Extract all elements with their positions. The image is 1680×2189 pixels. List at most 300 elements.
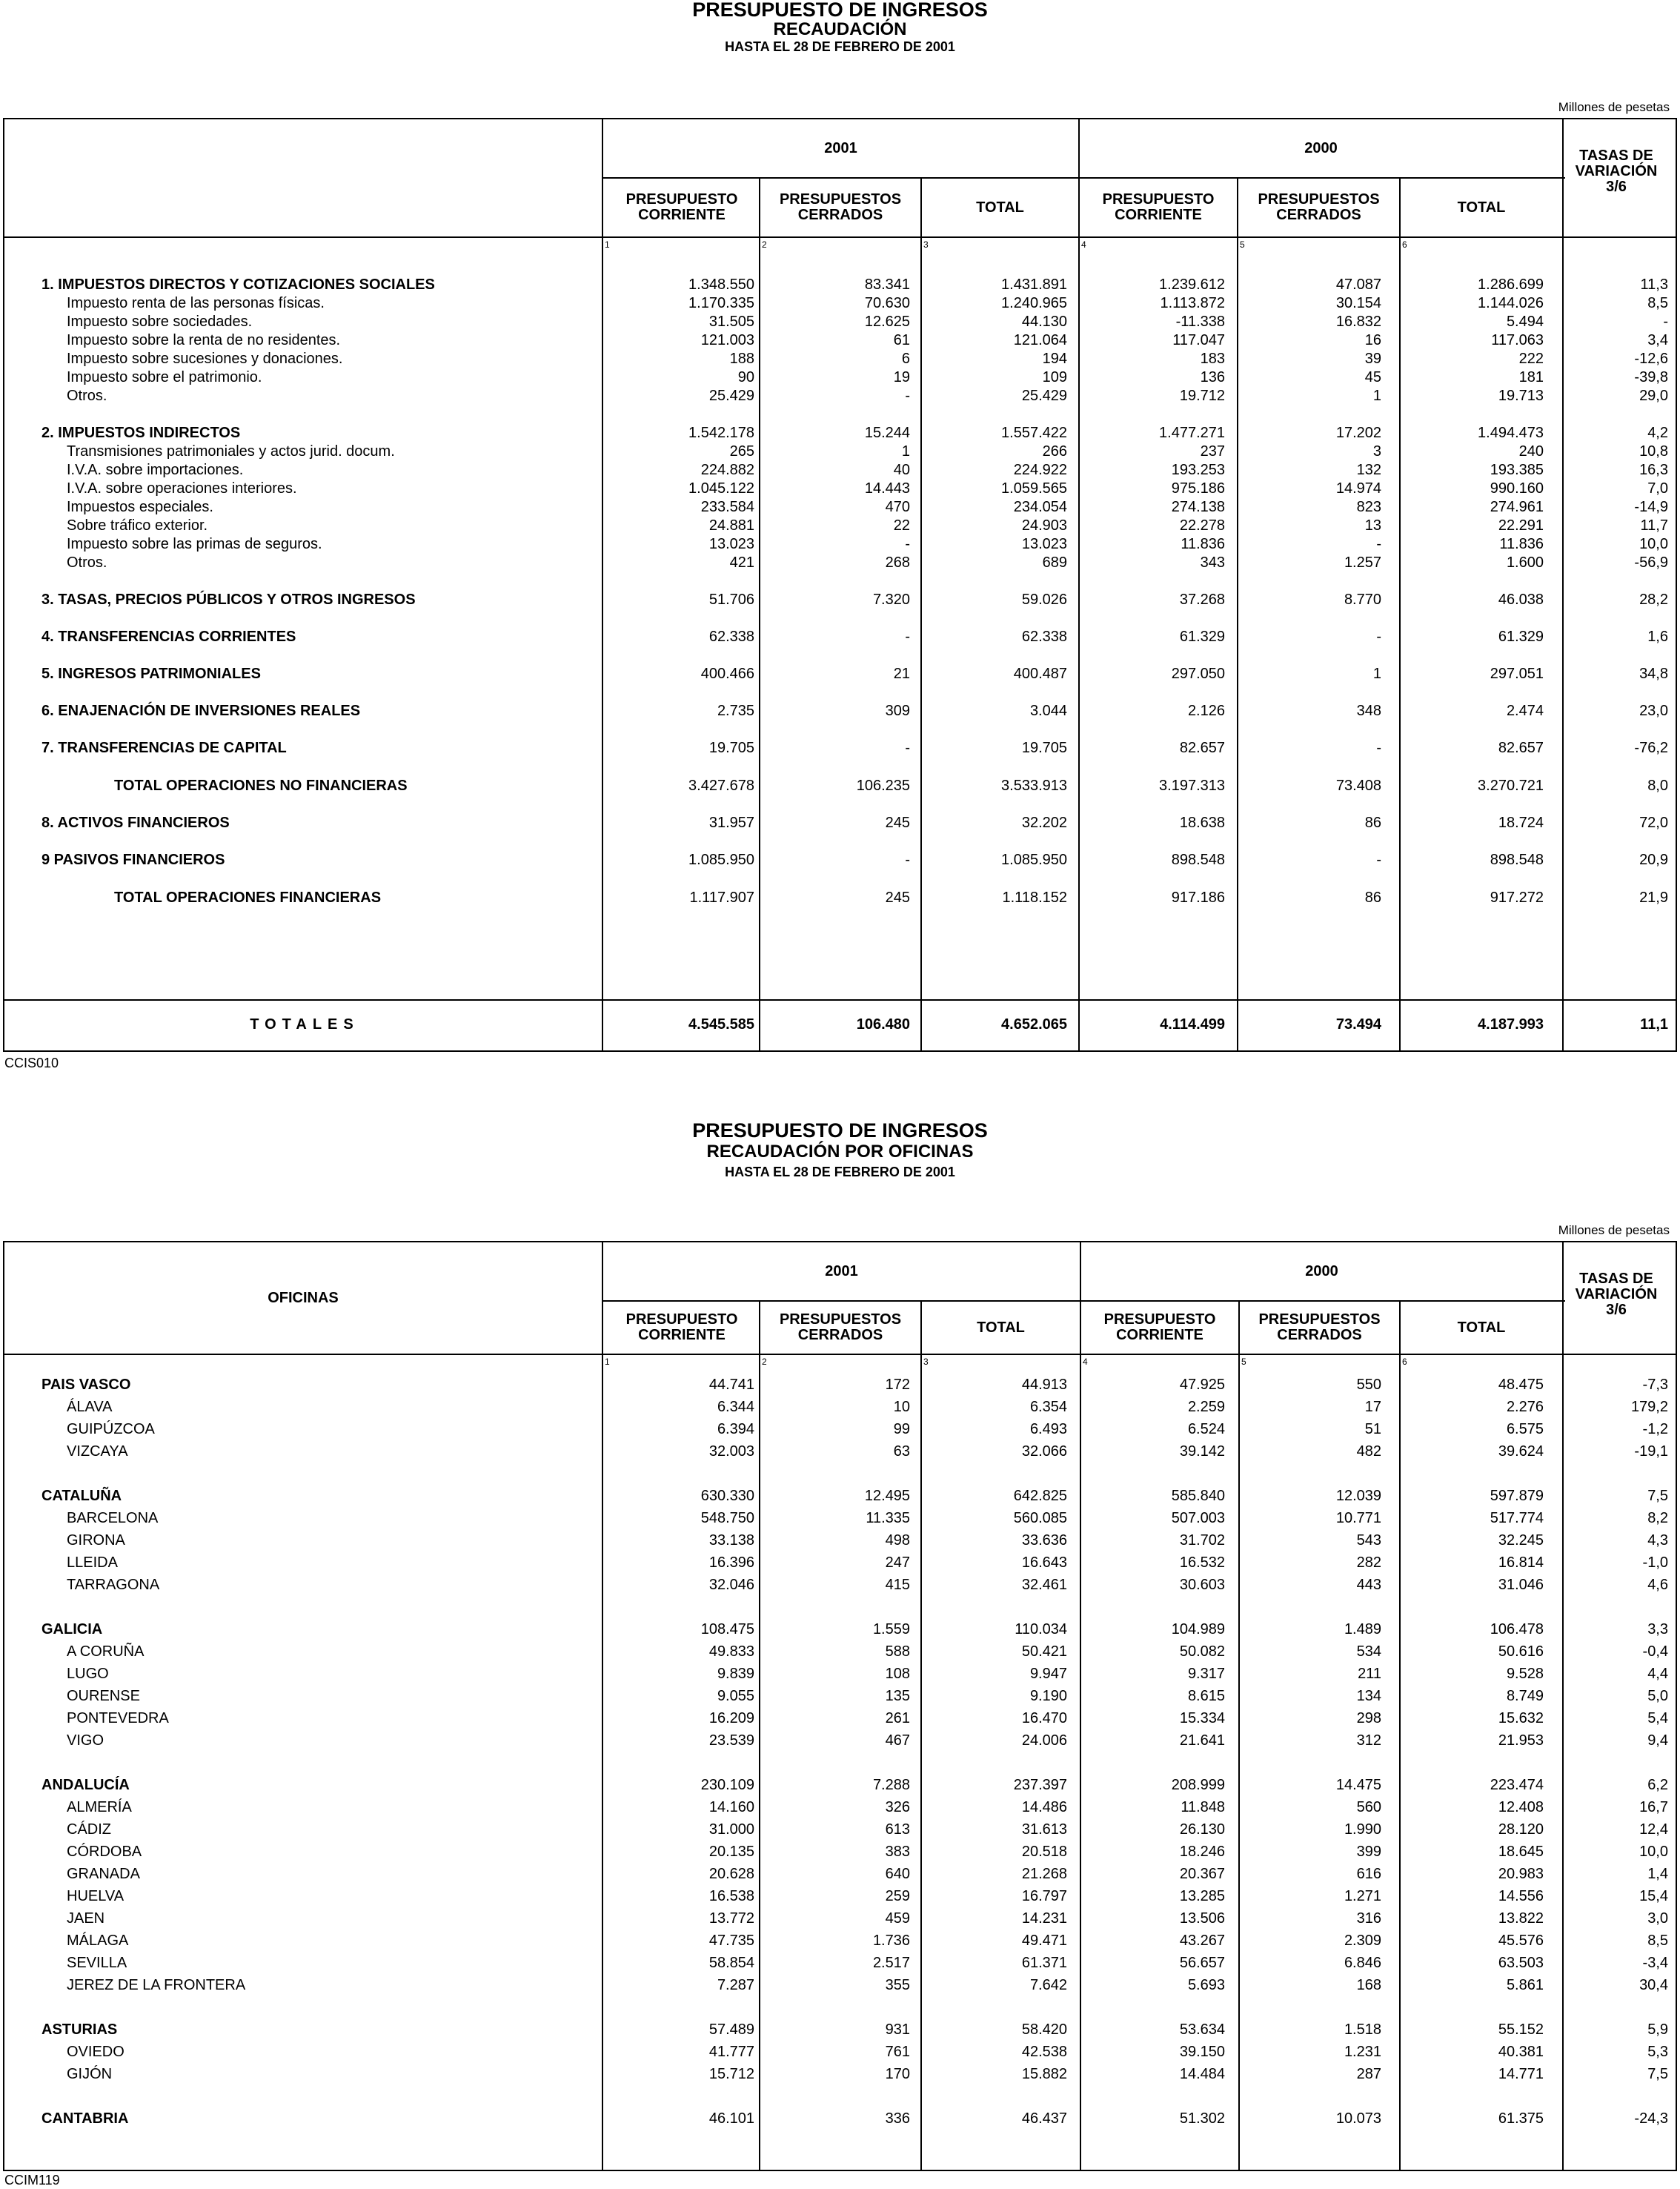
row-label: ANDALUCÍA bbox=[41, 1777, 130, 1793]
row-label: Transmisiones patrimoniales y actos jurid. docum. bbox=[67, 443, 395, 460]
cell-value: 1.085.950 bbox=[1001, 852, 1067, 868]
column-number: 6 bbox=[1402, 1357, 1407, 1367]
cell-value: 1.489 bbox=[1344, 1621, 1381, 1637]
table-row bbox=[4, 777, 1679, 795]
cell-value: 9.839 bbox=[717, 1666, 754, 1682]
column-number: 1 bbox=[605, 1357, 610, 1367]
cell-value: 348 bbox=[1356, 703, 1381, 719]
cell-value: 11,3 bbox=[1640, 276, 1668, 293]
cell-value: 11.335 bbox=[866, 1510, 910, 1526]
header-oficinas: OFICINAS bbox=[268, 1289, 339, 1306]
cell-value: 170 bbox=[885, 2066, 910, 2082]
table-row bbox=[4, 665, 1679, 683]
row-label: CÁDIZ bbox=[67, 1821, 111, 1838]
header-total: TOTAL bbox=[976, 199, 1024, 216]
cell-value: 4,2 bbox=[1647, 425, 1668, 441]
row-label: 4. TRANSFERENCIAS CORRIENTES bbox=[41, 629, 296, 645]
row-label: 2. IMPUESTOS INDIRECTOS bbox=[41, 425, 241, 441]
row-label: I.V.A. sobre operaciones interiores. bbox=[67, 480, 297, 497]
cell-value: 14.974 bbox=[1335, 480, 1381, 497]
cell-value: 689 bbox=[1042, 554, 1067, 571]
cell-value: 211 bbox=[1358, 1666, 1381, 1682]
cell-value: 48.475 bbox=[1498, 1377, 1544, 1393]
cell-value: 106.478 bbox=[1490, 1621, 1544, 1637]
cell-value: 16,3 bbox=[1639, 462, 1668, 478]
cell-value: 15.334 bbox=[1179, 1710, 1225, 1726]
cell-value: 20.628 bbox=[708, 1866, 754, 1882]
cell-value: 6.524 bbox=[1187, 1421, 1225, 1437]
cell-value: 53.634 bbox=[1179, 2021, 1225, 2038]
cell-value: 11,7 bbox=[1640, 517, 1668, 534]
cell-value: 10,0 bbox=[1639, 536, 1668, 552]
cell-value: 58.854 bbox=[708, 1955, 754, 1971]
cell-value: 31.613 bbox=[1021, 1821, 1067, 1838]
row-label: Otros. bbox=[67, 388, 107, 404]
cell-value: 16 bbox=[1364, 332, 1381, 348]
cell-value: 1 bbox=[1372, 388, 1381, 404]
cell-value: 63 bbox=[893, 1443, 910, 1460]
cell-value: 7.642 bbox=[1029, 1977, 1067, 1993]
cell-value: 117.063 bbox=[1491, 332, 1544, 348]
cell-value: 1.559 bbox=[872, 1621, 910, 1637]
cell-value: 640 bbox=[885, 1866, 910, 1882]
column-number: 2 bbox=[762, 239, 767, 250]
cell-value: 2.126 bbox=[1187, 703, 1225, 719]
cell-value: 21.641 bbox=[1179, 1732, 1225, 1749]
cell-value: 15.632 bbox=[1498, 1710, 1544, 1726]
cell-value: 274.961 bbox=[1490, 499, 1544, 515]
cell-value: 14.556 bbox=[1498, 1888, 1544, 1904]
table-row bbox=[4, 1531, 1679, 1549]
cell-value: -7,3 bbox=[1642, 1377, 1668, 1393]
cell-value: 421 bbox=[729, 554, 754, 571]
cell-value: 898.548 bbox=[1490, 852, 1544, 868]
cell-value: 82.657 bbox=[1498, 740, 1544, 756]
row-label: HUELVA bbox=[67, 1888, 124, 1904]
table1 bbox=[3, 118, 1677, 1052]
table-row bbox=[4, 443, 1679, 460]
header-presupuestos-cerrados: PRESUPUESTOS CERRADOS bbox=[779, 1311, 902, 1343]
cell-value: 188 bbox=[729, 351, 754, 367]
table-row bbox=[4, 294, 1679, 312]
cell-value: 19 bbox=[893, 369, 910, 385]
cell-value: 459 bbox=[885, 1910, 910, 1927]
table1-period: HASTA EL 28 DE FEBRERO DE 2001 bbox=[725, 39, 955, 54]
cell-value: 56.657 bbox=[1179, 1955, 1225, 1971]
cell-value: 18.638 bbox=[1179, 815, 1225, 831]
cell-value: 99 bbox=[893, 1421, 910, 1437]
cell-value: 32.202 bbox=[1021, 815, 1067, 831]
cell-value: 16.797 bbox=[1021, 1888, 1067, 1904]
cell-value: -1,2 bbox=[1642, 1421, 1668, 1437]
cell-value: 25.429 bbox=[1021, 388, 1067, 404]
cell-value: 1.557.422 bbox=[1001, 425, 1067, 441]
cell-value: 31.957 bbox=[708, 815, 754, 831]
cell-value: 45 bbox=[1364, 369, 1381, 385]
cell-value: 2.259 bbox=[1187, 1399, 1225, 1415]
row-label: 7. TRANSFERENCIAS DE CAPITAL bbox=[41, 740, 287, 756]
row-label: 3. TASAS, PRECIOS PÚBLICOS Y OTROS INGRESOS bbox=[41, 592, 416, 608]
table-row bbox=[4, 2021, 1679, 2039]
cell-value: 13 bbox=[1364, 517, 1381, 534]
cell-value: 1.059.565 bbox=[1001, 480, 1067, 497]
cell-value: 467 bbox=[885, 1732, 910, 1749]
cell-value: 443 bbox=[1356, 1577, 1381, 1593]
cell-value: 3,3 bbox=[1647, 1621, 1668, 1637]
cell-value: 51.302 bbox=[1179, 2110, 1225, 2127]
table-row bbox=[4, 1887, 1679, 1905]
cell-value: 16.396 bbox=[708, 1554, 754, 1571]
cell-value: 14.231 bbox=[1021, 1910, 1067, 1927]
cell-value: 43.267 bbox=[1179, 1933, 1225, 1949]
cell-value: 30.603 bbox=[1179, 1577, 1225, 1593]
cell-value: 917.272 bbox=[1490, 890, 1544, 906]
cell-value: 9.947 bbox=[1029, 1666, 1067, 1682]
cell-value: 550 bbox=[1356, 1377, 1381, 1393]
table-row bbox=[4, 1398, 1679, 1416]
cell-value: 15.712 bbox=[708, 2066, 754, 2082]
cell-value: 12.495 bbox=[864, 1488, 910, 1504]
totals-rule bbox=[4, 999, 1676, 1001]
cell-value: 31.046 bbox=[1498, 1577, 1544, 1593]
cell-value: - bbox=[905, 388, 910, 404]
cell-value: 498 bbox=[885, 1532, 910, 1549]
cell-value: 3.270.721 bbox=[1478, 778, 1544, 794]
table-row bbox=[4, 1487, 1679, 1505]
cell-value: 823 bbox=[1356, 499, 1381, 515]
cell-value: 548.750 bbox=[700, 1510, 754, 1526]
cell-value: 15.244 bbox=[864, 425, 910, 441]
row-label: CATALUÑA bbox=[41, 1488, 122, 1504]
cell-value: -11.338 bbox=[1175, 314, 1225, 330]
row-label: 6. ENAJENACIÓN DE INVERSIONES REALES bbox=[41, 703, 361, 719]
row-label: ÁLAVA bbox=[67, 1399, 113, 1415]
cell-value: 1.600 bbox=[1506, 554, 1544, 571]
cell-value: 3.427.678 bbox=[688, 778, 754, 794]
cell-value: 117.047 bbox=[1172, 332, 1225, 348]
cell-value: 11.836 bbox=[1499, 536, 1544, 552]
cell-value: 106.235 bbox=[856, 778, 910, 794]
cell-value: 45.576 bbox=[1498, 1933, 1544, 1949]
cell-value: 282 bbox=[1356, 1554, 1381, 1571]
table-row bbox=[4, 1976, 1679, 1994]
cell-value: 33.636 bbox=[1021, 1532, 1067, 1549]
cell-value: 20,9 bbox=[1639, 852, 1668, 868]
cell-value: 22.278 bbox=[1179, 517, 1225, 534]
table-row bbox=[4, 424, 1679, 442]
cell-value: 25.429 bbox=[708, 388, 754, 404]
cell-value: 11.836 bbox=[1181, 536, 1225, 552]
header-presupuesto-corriente: PRESUPUESTO CORRIENTE bbox=[1102, 191, 1215, 223]
cell-value: 312 bbox=[1356, 1732, 1381, 1749]
cell-value: 58.420 bbox=[1021, 2021, 1067, 2038]
cell-value: 9.528 bbox=[1506, 1666, 1544, 1682]
cell-value: 39.624 bbox=[1498, 1443, 1544, 1460]
cell-value: 28,2 bbox=[1639, 592, 1668, 608]
cell-value: 24.006 bbox=[1021, 1732, 1067, 1749]
cell-value: 233.584 bbox=[700, 499, 754, 515]
cell-value: 1.113.872 bbox=[1160, 295, 1225, 311]
cell-value: 181 bbox=[1518, 369, 1544, 385]
cell-value: 8.770 bbox=[1344, 592, 1381, 608]
cell-value: 31.505 bbox=[708, 314, 754, 330]
cell-value: 9.055 bbox=[717, 1688, 754, 1704]
cell-value: 8.749 bbox=[1506, 1688, 1544, 1704]
row-label: Otros. bbox=[67, 554, 107, 571]
table-row bbox=[4, 1509, 1679, 1527]
cell-value: 588 bbox=[885, 1643, 910, 1660]
cell-value: 46.101 bbox=[708, 2110, 754, 2127]
table2-code: CCIM119 bbox=[4, 2173, 60, 2188]
cell-value: 10.073 bbox=[1335, 2110, 1381, 2127]
cell-value: 7,5 bbox=[1647, 1488, 1668, 1504]
cell-value: 543 bbox=[1356, 1532, 1381, 1549]
cell-value: 2.474 bbox=[1506, 703, 1544, 719]
row-label: CANTABRIA bbox=[41, 2110, 129, 2127]
header-total: TOTAL bbox=[1457, 1319, 1506, 1336]
cell-value: 5.494 bbox=[1506, 314, 1544, 330]
cell-value: 12.625 bbox=[864, 314, 910, 330]
cell-value: 32.245 bbox=[1498, 1532, 1544, 1549]
cell-value: 247 bbox=[885, 1554, 910, 1571]
table2-period: HASTA EL 28 DE FEBRERO DE 2001 bbox=[725, 1165, 955, 1179]
cell-value: -56,9 bbox=[1634, 554, 1668, 571]
row-label: GIRONA bbox=[67, 1532, 125, 1549]
column-number: 5 bbox=[1240, 239, 1245, 250]
row-label: GALICIA bbox=[41, 1621, 103, 1637]
row-label: Impuesto sobre sucesiones y donaciones. bbox=[67, 351, 343, 367]
cell-value: 63.503 bbox=[1498, 1955, 1544, 1971]
cell-value: 16.532 bbox=[1179, 1554, 1225, 1571]
cell-value: 931 bbox=[885, 2021, 910, 2038]
cell-value: 597.879 bbox=[1490, 1488, 1544, 1504]
cell-value: 50.421 bbox=[1021, 1643, 1067, 1660]
cell-value: -0,4 bbox=[1642, 1643, 1668, 1660]
cell-value: 61.329 bbox=[1179, 629, 1225, 645]
cell-value: 23,0 bbox=[1639, 703, 1668, 719]
cell-value: 10,0 bbox=[1639, 1844, 1668, 1860]
cell-value: 10.771 bbox=[1335, 1510, 1381, 1526]
cell-value: 274.138 bbox=[1171, 499, 1225, 515]
cell-value: 4,3 bbox=[1647, 1532, 1668, 1549]
cell-value: 106.480 bbox=[856, 1016, 910, 1033]
table-row bbox=[4, 461, 1679, 479]
cell-value: 7,0 bbox=[1647, 480, 1668, 497]
row-label: Impuesto sobre sociedades. bbox=[67, 314, 253, 330]
cell-value: 19.705 bbox=[708, 740, 754, 756]
cell-value: 316 bbox=[1356, 1910, 1381, 1927]
cell-value: 47.087 bbox=[1335, 276, 1381, 293]
cell-value: -14,9 bbox=[1634, 499, 1668, 515]
cell-value: 19.713 bbox=[1498, 388, 1544, 404]
cell-value: 13.772 bbox=[708, 1910, 754, 1927]
table-row bbox=[4, 1420, 1679, 1438]
cell-value: - bbox=[905, 536, 910, 552]
header-presupuestos-cerrados: PRESUPUESTOS CERRADOS bbox=[1258, 191, 1380, 223]
cell-value: 1.045.122 bbox=[688, 480, 754, 497]
row-label: Impuesto sobre las primas de seguros. bbox=[67, 536, 322, 552]
cell-value: 168 bbox=[1356, 1977, 1381, 1993]
cell-value: 108.475 bbox=[700, 1621, 754, 1637]
table-row bbox=[4, 1709, 1679, 1727]
cell-value: 2.276 bbox=[1506, 1399, 1544, 1415]
cell-value: 47.925 bbox=[1179, 1377, 1225, 1393]
cell-value: 23.539 bbox=[708, 1732, 754, 1749]
table-row bbox=[4, 368, 1679, 386]
cell-value: 208.999 bbox=[1171, 1777, 1225, 1793]
cell-value: 399 bbox=[1356, 1844, 1381, 1860]
cell-value: 4.652.065 bbox=[1001, 1016, 1067, 1033]
cell-value: 11.848 bbox=[1181, 1799, 1225, 1815]
row-label: PONTEVEDRA bbox=[67, 1710, 169, 1726]
header-tasas-variacion: TASAS DE VARIACIÓN 3/6 bbox=[1575, 147, 1658, 195]
cell-value: 5.861 bbox=[1506, 1977, 1544, 1993]
cell-value: 6.344 bbox=[717, 1399, 754, 1415]
cell-value: 6,2 bbox=[1647, 1777, 1668, 1793]
cell-value: 230.109 bbox=[700, 1777, 754, 1793]
cell-value: 1.348.550 bbox=[688, 276, 754, 293]
row-label: 5. INGRESOS PATRIMONIALES bbox=[41, 666, 261, 682]
cell-value: 32.461 bbox=[1021, 1577, 1067, 1593]
cell-value: 24.903 bbox=[1021, 517, 1067, 534]
cell-value: 224.922 bbox=[1013, 462, 1067, 478]
cell-value: - bbox=[905, 852, 910, 868]
table-row bbox=[4, 889, 1679, 907]
cell-value: 47.735 bbox=[708, 1933, 754, 1949]
cell-value: 90 bbox=[737, 369, 754, 385]
row-label: GIJÓN bbox=[67, 2066, 113, 2082]
cell-value: 31.702 bbox=[1179, 1532, 1225, 1549]
row-label: Impuesto sobre el patrimonio. bbox=[67, 369, 262, 385]
cell-value: 14.771 bbox=[1498, 2066, 1544, 2082]
cell-value: 83.341 bbox=[864, 276, 910, 293]
cell-value: 3.197.313 bbox=[1159, 778, 1225, 794]
cell-value: 14.486 bbox=[1021, 1799, 1067, 1815]
header-presupuesto-corriente: PRESUPUESTO CORRIENTE bbox=[625, 191, 738, 223]
cell-value: 1.257 bbox=[1344, 554, 1381, 571]
cell-value: 12.408 bbox=[1498, 1799, 1544, 1815]
col-divider bbox=[1562, 119, 1564, 1050]
cell-value: 28.120 bbox=[1498, 1821, 1544, 1838]
cell-value: 1.240.965 bbox=[1001, 295, 1067, 311]
cell-value: 32.046 bbox=[708, 1577, 754, 1593]
col-divider bbox=[602, 119, 603, 1050]
table2-unit: Millones de pesetas bbox=[1558, 1223, 1670, 1237]
row-label: BARCELONA bbox=[67, 1510, 159, 1526]
cell-value: 21,9 bbox=[1639, 890, 1668, 906]
cell-value: 51 bbox=[1364, 1421, 1381, 1437]
cell-value: 16.470 bbox=[1021, 1710, 1067, 1726]
cell-value: 234.054 bbox=[1013, 499, 1067, 515]
cell-value: 46.038 bbox=[1498, 592, 1544, 608]
cell-value: 16.643 bbox=[1021, 1554, 1067, 1571]
table2-title: PRESUPUESTO DE INGRESOS bbox=[692, 1119, 988, 1142]
cell-value: 51.706 bbox=[708, 592, 754, 608]
row-label: OURENSE bbox=[67, 1688, 140, 1704]
table-row bbox=[4, 1443, 1679, 1460]
cell-value: 240 bbox=[1518, 443, 1544, 460]
cell-value: 7.288 bbox=[872, 1777, 910, 1793]
cell-value: 1.231 bbox=[1344, 2044, 1381, 2060]
cell-value: 9.317 bbox=[1187, 1666, 1225, 1682]
cell-value: 21 bbox=[893, 666, 910, 682]
table-row bbox=[4, 535, 1679, 553]
cell-value: 13.506 bbox=[1179, 1910, 1225, 1927]
cell-value: 17.202 bbox=[1335, 425, 1381, 441]
cell-value: 70.630 bbox=[864, 295, 910, 311]
cell-value: 6.354 bbox=[1029, 1399, 1067, 1415]
cell-value: 50.616 bbox=[1498, 1643, 1544, 1660]
cell-value: 20.518 bbox=[1021, 1844, 1067, 1860]
cell-value: 5.693 bbox=[1187, 1977, 1225, 1993]
table-row bbox=[4, 313, 1679, 331]
cell-value: 259 bbox=[885, 1888, 910, 1904]
cell-value: 534 bbox=[1356, 1643, 1381, 1660]
header-total: TOTAL bbox=[977, 1319, 1025, 1336]
cell-value: 482 bbox=[1356, 1443, 1381, 1460]
cell-value: 642.825 bbox=[1013, 1488, 1067, 1504]
cell-value: 13.023 bbox=[708, 536, 754, 552]
cell-value: 1,4 bbox=[1647, 1866, 1668, 1882]
cell-value: 4.545.585 bbox=[688, 1016, 754, 1033]
row-label: JEREZ DE LA FRONTERA bbox=[67, 1977, 246, 1993]
cell-value: 62.338 bbox=[708, 629, 754, 645]
cell-value: 104.989 bbox=[1171, 1621, 1225, 1637]
cell-value: 237.397 bbox=[1013, 1777, 1067, 1793]
cell-value: 8,2 bbox=[1647, 1510, 1668, 1526]
cell-value: 1 bbox=[1372, 666, 1381, 682]
cell-value: 9.190 bbox=[1029, 1688, 1067, 1704]
cell-value: 336 bbox=[885, 2110, 910, 2127]
cell-value: 34,8 bbox=[1639, 666, 1668, 682]
cell-value: 21.268 bbox=[1021, 1866, 1067, 1882]
table-row bbox=[4, 628, 1679, 646]
table-row bbox=[4, 554, 1679, 572]
cell-value: 560 bbox=[1356, 1799, 1381, 1815]
cell-value: -76,2 bbox=[1634, 740, 1668, 756]
row-label: MÁLAGA bbox=[67, 1933, 129, 1949]
cell-value: 22.291 bbox=[1498, 517, 1544, 534]
row-label: Impuestos especiales. bbox=[67, 499, 213, 515]
row-label: LUGO bbox=[67, 1666, 109, 1682]
row-label: 8. ACTIVOS FINANCIEROS bbox=[41, 815, 230, 831]
cell-value: -39,8 bbox=[1634, 369, 1668, 385]
cell-value: 6 bbox=[901, 351, 910, 367]
cell-value: 6.846 bbox=[1344, 1955, 1381, 1971]
header-presupuestos-cerrados: PRESUPUESTOS CERRADOS bbox=[1258, 1311, 1381, 1343]
table-row bbox=[4, 1620, 1679, 1638]
column-number: 5 bbox=[1241, 1357, 1246, 1367]
cell-value: 613 bbox=[885, 1821, 910, 1838]
table-row bbox=[4, 1665, 1679, 1683]
cell-value: 415 bbox=[885, 1577, 910, 1593]
row-label: GUIPÚZCOA bbox=[67, 1421, 155, 1437]
column-number: 1 bbox=[605, 239, 610, 250]
cell-value: 990.160 bbox=[1490, 480, 1544, 497]
cell-value: 309 bbox=[885, 703, 910, 719]
cell-value: 261 bbox=[885, 1710, 910, 1726]
cell-value: 297.050 bbox=[1171, 666, 1225, 682]
cell-value: 193.385 bbox=[1490, 462, 1544, 478]
cell-value: 136 bbox=[1200, 369, 1225, 385]
cell-value: 14.443 bbox=[864, 480, 910, 497]
row-label: Impuesto sobre la renta de no residentes. bbox=[67, 332, 341, 348]
table-row bbox=[4, 1910, 1679, 1927]
cell-value: - bbox=[905, 629, 910, 645]
cell-value: 630.330 bbox=[700, 1488, 754, 1504]
cell-value: 287 bbox=[1356, 2066, 1381, 2082]
cell-value: 18.246 bbox=[1179, 1844, 1225, 1860]
